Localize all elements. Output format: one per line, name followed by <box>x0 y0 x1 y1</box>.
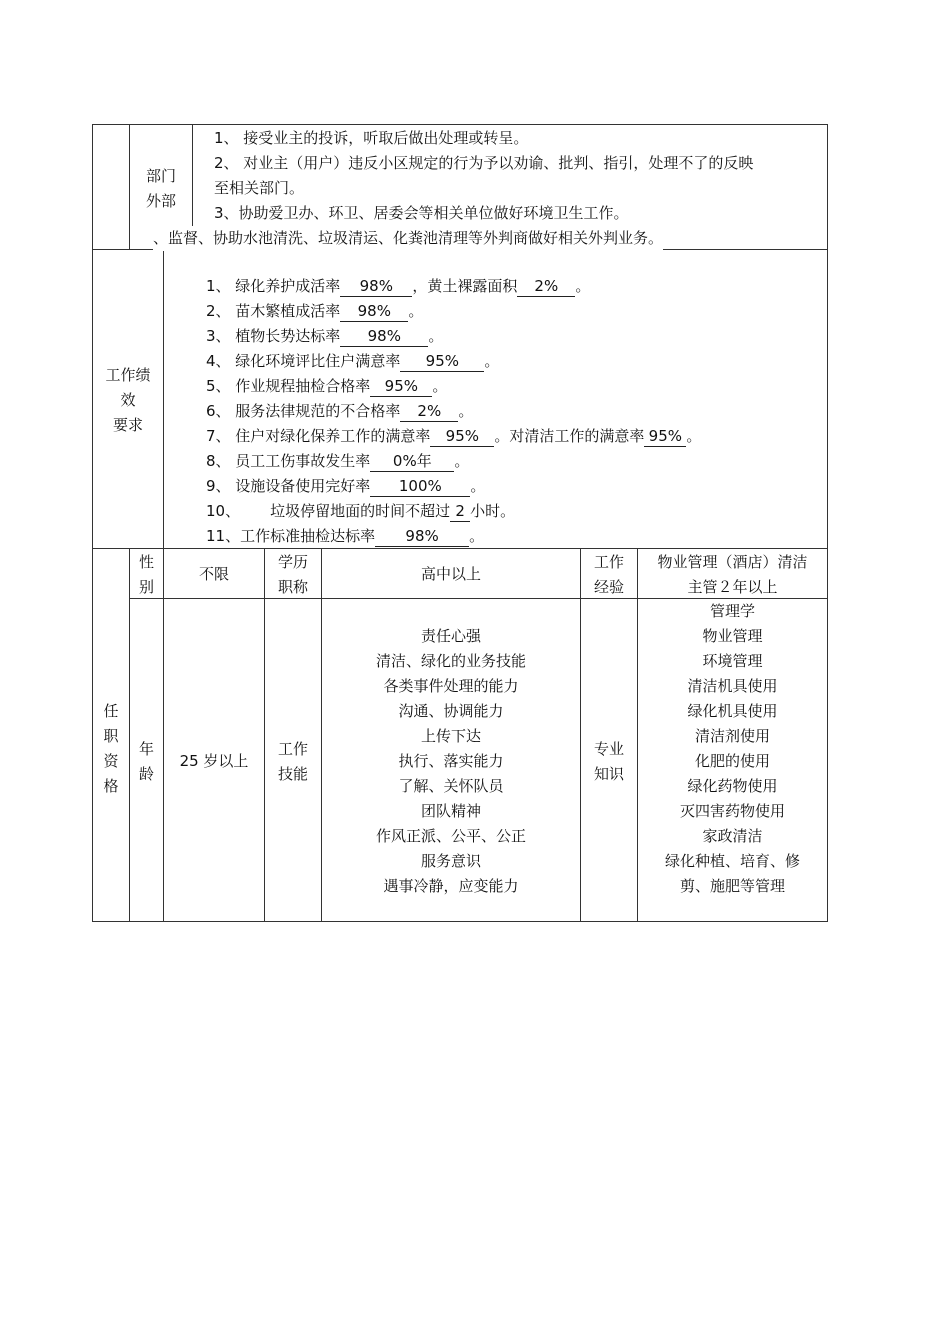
list-item: 服务意识 <box>420 852 481 870</box>
experience-value-2: 主管２年以上 <box>687 578 778 596</box>
performance-label-1: 工作绩 <box>105 366 151 384</box>
knowledge-label-1: 专业 <box>593 740 624 758</box>
list-item: 绿化机具使用 <box>687 702 778 720</box>
list-item: 家政清洁 <box>702 827 763 845</box>
list-item: 沟通、协调能力 <box>398 702 504 720</box>
list-item: 绿化药物使用 <box>687 777 778 795</box>
gender-label-2: 别 <box>138 578 154 596</box>
list-item: 团队精神 <box>420 802 481 820</box>
dept-external-item-2: 2、 对业主（用户）违反小区规定的行为予以劝谕、批判、指引，处理不了的反映 <box>214 154 754 172</box>
list-item: 绿化种植、培育、修 <box>664 852 800 870</box>
experience-value-1: 物业管理（酒店）清洁 <box>657 553 808 571</box>
list-item: 执行、落实能力 <box>398 752 504 770</box>
list-item: 环境管理 <box>702 652 763 670</box>
list-item: 遇事冷静，应变能力 <box>383 877 519 895</box>
gender-value: 不限 <box>198 565 229 583</box>
list-item: 责任心强 <box>420 627 481 645</box>
performance-item-8: 8、 员工工伤事故发生率 0%年 。 <box>206 452 470 470</box>
performance-item-1: 1、 绿化养护成活率 98% ，黄土裸露面积 2% 。 <box>206 277 591 295</box>
skills-label-2: 技能 <box>277 765 308 783</box>
list-item: 灭四害药物使用 <box>679 802 785 820</box>
experience-label-1: 工作 <box>593 553 624 571</box>
list-item: 物业管理 <box>702 627 763 645</box>
performance-item-2: 2、 苗木繁植成活率 98% 。 <box>206 302 424 320</box>
qualification-label-1: 任 <box>103 702 119 720</box>
qualification-label-3: 资 <box>103 752 119 770</box>
skills-label-1: 工作 <box>277 740 308 758</box>
age-value: 25 岁以上 <box>179 752 249 770</box>
performance-item-10: 10、 垃圾停留地面的时间不超过 2 小时。 <box>206 502 516 520</box>
education-value: 高中以上 <box>420 565 481 583</box>
gender-label-1: 性 <box>138 553 154 571</box>
performance-item-7: 7、 住户对绿化保养工作的满意率 95% 。对清洁工作的满意率 95% 。 <box>206 427 702 445</box>
performance-item-5: 5、 作业规程抽检合格率 95% 。 <box>206 377 448 395</box>
age-label-1: 年 <box>138 740 154 758</box>
qualification-label-4: 格 <box>103 777 119 795</box>
dept-external-label-1: 部门 <box>145 167 176 185</box>
performance-label-3: 要求 <box>112 416 143 434</box>
list-item: 上传下达 <box>420 727 481 745</box>
knowledge-label-2: 知识 <box>593 765 624 783</box>
list-item: 了解、关怀队员 <box>398 777 504 795</box>
list-item: 清洁剂使用 <box>694 727 770 745</box>
experience-label-2: 经验 <box>593 578 624 596</box>
performance-label-2: 效 <box>120 391 136 409</box>
list-item: 作风正派、公平、公正 <box>375 827 526 845</box>
education-label-2: 职称 <box>277 578 308 596</box>
list-item: 剪、施肥等管理 <box>679 877 785 895</box>
dept-external-item-2-cont: 至相关部门。 <box>214 179 305 197</box>
list-item: 清洁、绿化的业务技能 <box>375 652 526 670</box>
list-item: 清洁机具使用 <box>687 677 778 695</box>
list-item: 化肥的使用 <box>694 752 770 770</box>
list-item: 各类事件处理的能力 <box>383 677 519 695</box>
list-item: 管理学 <box>709 602 755 620</box>
dept-external-item-3: 3、协助爱卫办、环卫、居委会等相关单位做好环境卫生工作。 <box>214 204 629 222</box>
age-label-2: 龄 <box>138 765 154 783</box>
performance-item-3: 3、 植物长势达标率 98% 。 <box>206 327 444 345</box>
dept-external-label-2: 外部 <box>145 192 176 210</box>
performance-item-4: 4、 绿化环境评比住户满意率 95% 。 <box>206 352 500 370</box>
education-label-1: 学历 <box>277 553 308 571</box>
qualification-label-2: 职 <box>103 727 119 745</box>
performance-item-6: 6、 服务法律规范的不合格率 2% 。 <box>206 402 474 420</box>
dept-external-item-1: 1、 接受业主的投诉，听取后做出处理或转呈。 <box>214 129 529 147</box>
performance-item-11: 11、工作标准抽检达标率 98% 。 <box>206 527 485 545</box>
dept-external-item-4: 、监督、协助水池清洗、垃圾清运、化粪池清理等外判商做好相关外判业务。 <box>153 226 663 251</box>
performance-item-9: 9、 设施设备使用完好率 100% 。 <box>206 477 486 495</box>
